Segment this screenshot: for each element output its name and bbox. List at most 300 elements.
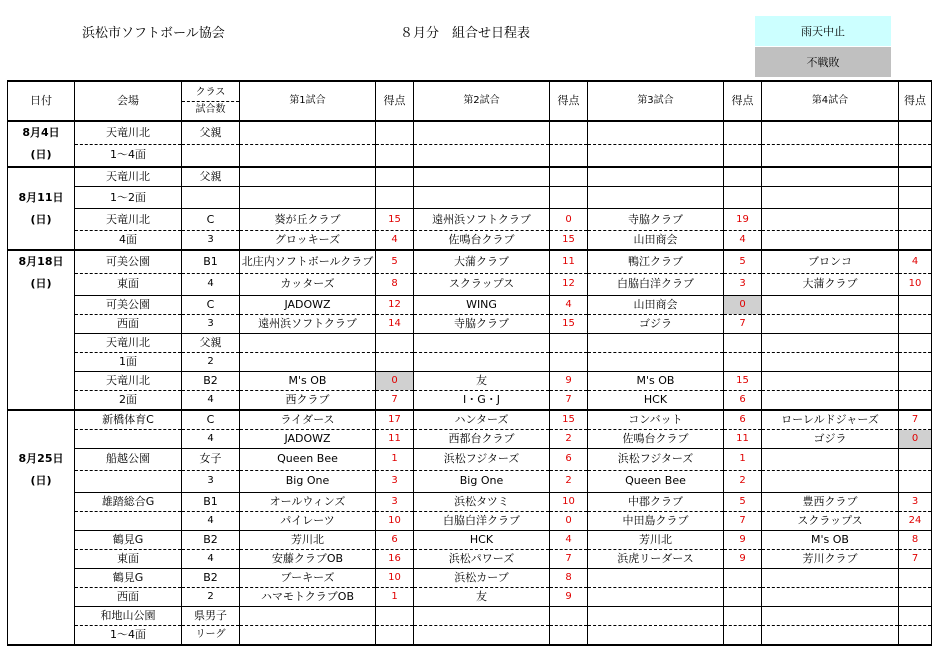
class-cell: 父親	[182, 167, 240, 187]
score-cell	[899, 606, 932, 625]
team-cell	[762, 231, 899, 251]
team-cell	[588, 333, 724, 352]
date-cell	[8, 371, 75, 390]
team-cell: M's OB	[240, 371, 376, 390]
team-cell: 山田商会	[588, 231, 724, 251]
team-cell	[240, 167, 376, 187]
class-cell: B2	[182, 568, 240, 587]
date-cell: 8月4日	[8, 121, 75, 144]
class-cell: C	[182, 295, 240, 314]
score-cell: 10	[899, 273, 932, 295]
team-cell	[588, 587, 724, 606]
col-game2: 第2試合	[414, 81, 550, 121]
col-class-top: クラス	[182, 85, 239, 102]
score-cell	[899, 167, 932, 187]
table-row	[8, 231, 932, 251]
score-cell	[724, 333, 762, 352]
col-score1: 得点	[376, 81, 414, 121]
score-cell: 10	[376, 568, 414, 587]
team-cell: M's OB	[762, 530, 899, 549]
team-cell	[762, 390, 899, 410]
team-cell: Big One	[414, 470, 550, 492]
venue-cell: 新橋体育C	[75, 410, 182, 430]
date-cell	[8, 333, 75, 352]
table-row	[8, 333, 932, 352]
team-cell	[762, 295, 899, 314]
date-cell	[8, 167, 75, 187]
team-cell	[762, 371, 899, 390]
team-cell	[762, 314, 899, 333]
venue-cell: 天竜川北	[75, 167, 182, 187]
team-cell: Queen Bee	[588, 470, 724, 492]
table-row	[8, 511, 932, 530]
score-cell: 7	[899, 549, 932, 568]
score-cell: 0	[899, 429, 932, 448]
score-cell: 0	[376, 371, 414, 390]
score-cell	[899, 295, 932, 314]
score-cell: 15	[550, 231, 588, 251]
col-game4: 第4試合	[762, 81, 899, 121]
date-cell	[8, 625, 75, 645]
score-cell: 4	[376, 231, 414, 251]
class-cell: 女子	[182, 448, 240, 470]
team-cell: 友	[414, 371, 550, 390]
score-cell: 2	[550, 470, 588, 492]
table-row	[8, 167, 932, 187]
team-cell	[762, 448, 899, 470]
team-cell: 芳川クラブ	[762, 549, 899, 568]
score-cell: 11	[550, 250, 588, 273]
venue-cell: 和地山公園	[75, 606, 182, 625]
score-cell	[724, 568, 762, 587]
score-cell: 8	[376, 273, 414, 295]
score-cell	[724, 587, 762, 606]
date-cell	[8, 530, 75, 549]
score-cell: 7	[376, 390, 414, 410]
team-cell: JADOWZ	[240, 295, 376, 314]
date-cell	[8, 352, 75, 371]
date-cell: (日)	[8, 273, 75, 295]
col-score2: 得点	[550, 81, 588, 121]
team-cell	[588, 606, 724, 625]
team-cell: コンバット	[588, 410, 724, 430]
score-cell	[376, 187, 414, 209]
team-cell: WING	[414, 295, 550, 314]
team-cell	[240, 144, 376, 167]
score-cell: 12	[376, 295, 414, 314]
score-cell: 17	[376, 410, 414, 430]
table-row	[8, 273, 932, 295]
date-cell	[8, 429, 75, 448]
score-cell: 9	[724, 549, 762, 568]
table-row	[8, 587, 932, 606]
score-cell: 4	[899, 250, 932, 273]
score-cell	[376, 121, 414, 144]
score-cell: 10	[376, 511, 414, 530]
team-cell: 西クラブ	[240, 390, 376, 410]
venue-cell: 天竜川北	[75, 209, 182, 231]
score-cell: 15	[550, 410, 588, 430]
score-cell: 1	[376, 448, 414, 470]
team-cell: 大蒲クラブ	[414, 250, 550, 273]
date-cell: 8月18日	[8, 250, 75, 273]
class-cell: 4	[182, 429, 240, 448]
date-cell	[8, 568, 75, 587]
venue-cell: 雄踏総合G	[75, 492, 182, 511]
team-cell: 浜松フジターズ	[588, 448, 724, 470]
class-cell: 4	[182, 511, 240, 530]
class-cell: B2	[182, 371, 240, 390]
team-cell	[240, 121, 376, 144]
date-cell: 8月11日	[8, 187, 75, 209]
score-cell: 7	[724, 314, 762, 333]
score-cell: 8	[550, 568, 588, 587]
team-cell: 中郡クラブ	[588, 492, 724, 511]
team-cell	[762, 187, 899, 209]
table-row	[8, 410, 932, 430]
score-cell	[724, 625, 762, 645]
table-row	[8, 144, 932, 167]
score-cell	[899, 390, 932, 410]
team-cell: HCK	[588, 390, 724, 410]
team-cell	[762, 144, 899, 167]
score-cell: 10	[550, 492, 588, 511]
score-cell: 2	[724, 470, 762, 492]
score-cell: 15	[550, 314, 588, 333]
team-cell	[762, 333, 899, 352]
score-cell	[550, 625, 588, 645]
class-cell: 3	[182, 470, 240, 492]
team-cell	[414, 121, 550, 144]
team-cell	[762, 121, 899, 144]
table-row	[8, 606, 932, 625]
class-cell: C	[182, 410, 240, 430]
team-cell	[588, 625, 724, 645]
team-cell: 白脇白洋クラブ	[588, 273, 724, 295]
date-cell	[8, 295, 75, 314]
score-cell: 0	[550, 511, 588, 530]
score-cell: 7	[550, 390, 588, 410]
score-cell: 14	[376, 314, 414, 333]
score-cell: 7	[899, 410, 932, 430]
score-cell: 16	[376, 549, 414, 568]
team-cell: M's OB	[588, 371, 724, 390]
score-cell: 24	[899, 511, 932, 530]
score-cell: 6	[724, 410, 762, 430]
team-cell	[414, 352, 550, 371]
score-cell	[550, 352, 588, 371]
score-cell	[550, 333, 588, 352]
score-cell	[899, 314, 932, 333]
table-row	[8, 295, 932, 314]
class-cell: 4	[182, 390, 240, 410]
team-cell	[240, 333, 376, 352]
score-cell	[899, 121, 932, 144]
col-venue: 会場	[75, 81, 182, 121]
team-cell: 白脇白洋クラブ	[414, 511, 550, 530]
table-row	[8, 530, 932, 549]
score-cell: 11	[376, 429, 414, 448]
table-row	[8, 352, 932, 371]
score-cell: 7	[724, 511, 762, 530]
date-cell	[8, 587, 75, 606]
score-cell	[376, 333, 414, 352]
venue-cell: 西面	[75, 314, 182, 333]
score-cell: 1	[376, 587, 414, 606]
score-cell: 0	[550, 209, 588, 231]
date-cell: 8月25日	[8, 448, 75, 470]
venue-cell	[75, 511, 182, 530]
score-cell: 5	[376, 250, 414, 273]
team-cell: ゴジラ	[588, 314, 724, 333]
class-cell	[182, 187, 240, 209]
venue-cell: 1面	[75, 352, 182, 371]
team-cell	[588, 167, 724, 187]
team-cell: 浜松タツミ	[414, 492, 550, 511]
score-cell	[899, 568, 932, 587]
score-cell: 4	[550, 295, 588, 314]
team-cell	[414, 625, 550, 645]
date-cell	[8, 492, 75, 511]
score-cell	[550, 187, 588, 209]
team-cell: グロッキーズ	[240, 231, 376, 251]
score-cell	[899, 625, 932, 645]
team-cell	[240, 187, 376, 209]
score-cell	[376, 606, 414, 625]
team-cell	[414, 187, 550, 209]
venue-cell: 鶴見G	[75, 530, 182, 549]
team-cell: スクラップス	[762, 511, 899, 530]
score-cell: 6	[550, 448, 588, 470]
team-cell	[762, 606, 899, 625]
team-cell: 鴨江クラブ	[588, 250, 724, 273]
score-cell: 19	[724, 209, 762, 231]
team-cell: 寺脇クラブ	[588, 209, 724, 231]
score-cell	[724, 144, 762, 167]
score-cell: 2	[550, 429, 588, 448]
table-row	[8, 121, 932, 144]
score-cell	[899, 333, 932, 352]
table-row	[8, 492, 932, 511]
col-class	[182, 81, 240, 121]
schedule-title: ８月分 組合せ日程表	[400, 26, 531, 41]
team-cell: 浜松パワーズ	[414, 549, 550, 568]
team-cell: 遠州浜ソフトクラブ	[414, 209, 550, 231]
class-cell: 4	[182, 273, 240, 295]
class-cell: 3	[182, 231, 240, 251]
venue-cell: 鶴見G	[75, 568, 182, 587]
score-cell	[899, 587, 932, 606]
score-cell	[724, 121, 762, 144]
team-cell: ゴジラ	[762, 429, 899, 448]
team-cell: 大蒲クラブ	[762, 273, 899, 295]
schedule-table	[7, 80, 932, 646]
team-cell	[414, 167, 550, 187]
team-cell: 北庄内ソフトボールクラブ	[240, 250, 376, 273]
score-cell	[724, 187, 762, 209]
team-cell	[762, 209, 899, 231]
team-cell	[588, 352, 724, 371]
team-cell: ハマモトクラブOB	[240, 587, 376, 606]
team-cell: 葵が丘クラブ	[240, 209, 376, 231]
team-cell: Queen Bee	[240, 448, 376, 470]
team-cell	[240, 625, 376, 645]
table-row	[8, 250, 932, 273]
team-cell: ブーキーズ	[240, 568, 376, 587]
class-cell: B2	[182, 530, 240, 549]
table-row	[8, 314, 932, 333]
class-cell: C	[182, 209, 240, 231]
table-row	[8, 470, 932, 492]
score-cell: 3	[899, 492, 932, 511]
score-cell: 3	[376, 492, 414, 511]
team-cell: カッターズ	[240, 273, 376, 295]
date-cell	[8, 314, 75, 333]
team-cell	[240, 352, 376, 371]
score-cell: 9	[550, 587, 588, 606]
score-cell	[899, 352, 932, 371]
team-cell: 山田商会	[588, 295, 724, 314]
class-cell: 父親	[182, 333, 240, 352]
team-cell	[762, 352, 899, 371]
venue-cell: 可美公園	[75, 250, 182, 273]
team-cell	[588, 187, 724, 209]
team-cell	[240, 606, 376, 625]
col-class-bottom: 試合数	[195, 103, 226, 115]
team-cell: 浜松カーブ	[414, 568, 550, 587]
score-cell: 6	[376, 530, 414, 549]
team-cell: 佐鳴台クラブ	[414, 231, 550, 251]
venue-cell: 1～4面	[75, 144, 182, 167]
team-cell	[588, 144, 724, 167]
team-cell: 浜松フジターズ	[414, 448, 550, 470]
team-cell: HCK	[414, 530, 550, 549]
date-cell: (日)	[8, 144, 75, 167]
team-cell	[588, 568, 724, 587]
team-cell	[762, 167, 899, 187]
venue-cell: 東面	[75, 549, 182, 568]
team-cell: 遠州浜ソフトクラブ	[240, 314, 376, 333]
score-cell: 0	[724, 295, 762, 314]
team-cell: パイレーツ	[240, 511, 376, 530]
date-cell	[8, 606, 75, 625]
team-cell: 佐鳴台クラブ	[588, 429, 724, 448]
class-cell: 2	[182, 587, 240, 606]
venue-cell	[75, 429, 182, 448]
score-cell	[376, 144, 414, 167]
team-cell: 安藤クラブOB	[240, 549, 376, 568]
team-cell: ライダース	[240, 410, 376, 430]
score-cell	[724, 167, 762, 187]
team-cell: 芳川北	[588, 530, 724, 549]
score-cell	[724, 352, 762, 371]
venue-cell: 天竜川北	[75, 333, 182, 352]
table-row	[8, 209, 932, 231]
score-cell: 6	[724, 390, 762, 410]
team-cell	[414, 333, 550, 352]
score-cell: 5	[724, 250, 762, 273]
team-cell: スクラップス	[414, 273, 550, 295]
score-cell: 7	[550, 549, 588, 568]
team-cell: I・G・J	[414, 390, 550, 410]
team-cell: 芳川北	[240, 530, 376, 549]
team-cell: オールウィンズ	[240, 492, 376, 511]
table-row	[8, 429, 932, 448]
score-cell	[899, 470, 932, 492]
table-row	[8, 390, 932, 410]
org-name: 浜松市ソフトボール協会	[82, 26, 225, 41]
score-cell: 3	[724, 273, 762, 295]
team-cell: ハンターズ	[414, 410, 550, 430]
score-cell: 15	[724, 371, 762, 390]
score-cell: 4	[724, 231, 762, 251]
score-cell	[376, 625, 414, 645]
score-cell	[899, 187, 932, 209]
team-cell: 豊西クラブ	[762, 492, 899, 511]
venue-cell	[75, 470, 182, 492]
team-cell	[762, 587, 899, 606]
score-cell: 9	[550, 371, 588, 390]
score-cell: 3	[376, 470, 414, 492]
legend-rain-cancel: 雨天中止	[755, 16, 891, 46]
class-cell: B1	[182, 250, 240, 273]
team-cell	[588, 121, 724, 144]
score-cell: 9	[724, 530, 762, 549]
team-cell	[762, 470, 899, 492]
score-cell	[550, 167, 588, 187]
venue-cell: 4面	[75, 231, 182, 251]
date-cell: (日)	[8, 209, 75, 231]
score-cell: 4	[550, 530, 588, 549]
table-row	[8, 625, 932, 645]
table-row	[8, 568, 932, 587]
score-cell: 15	[376, 209, 414, 231]
team-cell: 友	[414, 587, 550, 606]
venue-cell: 西面	[75, 587, 182, 606]
legend-unclear: 不戦敗	[755, 47, 891, 77]
venue-cell: 可美公園	[75, 295, 182, 314]
date-cell: (日)	[8, 470, 75, 492]
col-game1: 第1試合	[240, 81, 376, 121]
score-cell	[899, 448, 932, 470]
score-cell	[550, 606, 588, 625]
team-cell	[414, 144, 550, 167]
score-cell	[376, 352, 414, 371]
class-cell: B1	[182, 492, 240, 511]
team-cell: 中田島クラブ	[588, 511, 724, 530]
team-cell	[762, 625, 899, 645]
team-cell: 浜虎リーダース	[588, 549, 724, 568]
score-cell: 5	[724, 492, 762, 511]
date-cell	[8, 390, 75, 410]
team-cell: ブロンコ	[762, 250, 899, 273]
date-cell	[8, 231, 75, 251]
score-cell	[376, 167, 414, 187]
team-cell	[762, 568, 899, 587]
table-row	[8, 187, 932, 209]
venue-cell: 天竜川北	[75, 121, 182, 144]
team-cell: ローレルドジャーズ	[762, 410, 899, 430]
class-cell: 2	[182, 352, 240, 371]
score-cell: 8	[899, 530, 932, 549]
col-score4: 得点	[899, 81, 932, 121]
table-row	[8, 371, 932, 390]
table-row	[8, 549, 932, 568]
venue-cell: 2面	[75, 390, 182, 410]
score-cell	[550, 121, 588, 144]
team-cell: Big One	[240, 470, 376, 492]
venue-cell: 1～4面	[75, 625, 182, 645]
